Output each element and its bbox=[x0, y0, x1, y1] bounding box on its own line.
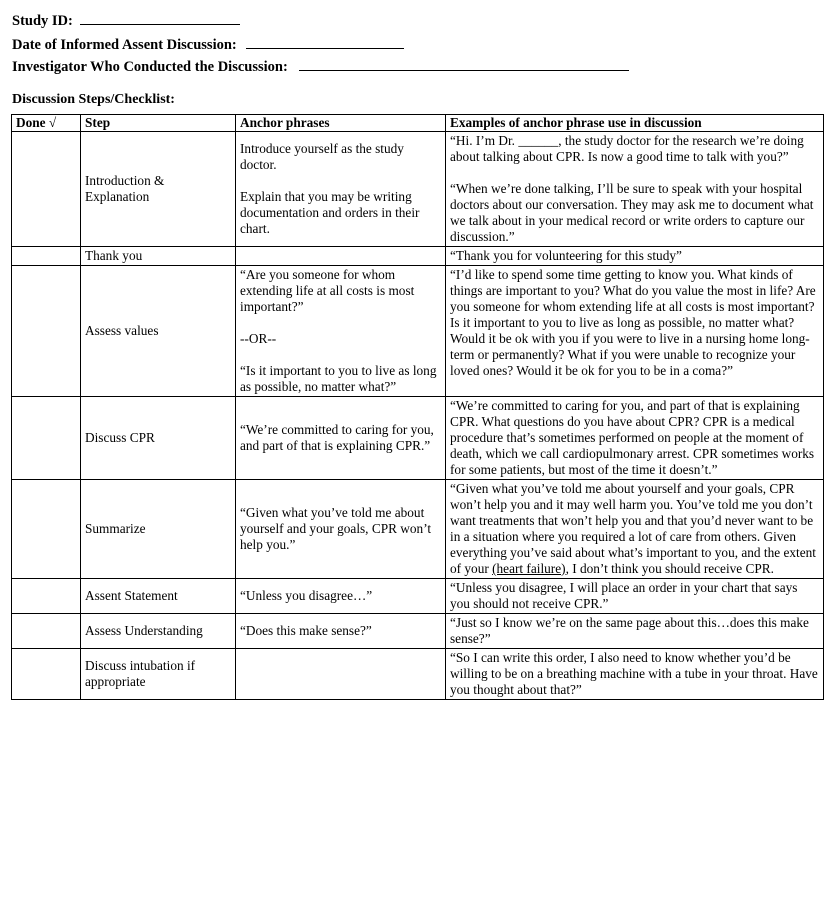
table-header-row bbox=[12, 115, 824, 132]
anchor-phrase-text: “Unless you disagree…” bbox=[240, 588, 373, 603]
example-text bbox=[450, 133, 819, 165]
col-header-examples: Examples of anchor phrase use in discussion bbox=[446, 115, 824, 132]
col-header-done: Done √ bbox=[12, 115, 81, 132]
example-underlined-text: (heart failure) bbox=[492, 561, 566, 576]
col-header-anchor: Anchor phrases bbox=[236, 115, 446, 132]
example-text-main: “Just so I know we’re on the same page about this…does this make sense?” bbox=[450, 615, 809, 646]
anchor-phrase-cell bbox=[236, 480, 446, 579]
table-row bbox=[12, 266, 824, 397]
done-checkbox-cell[interactable] bbox=[12, 266, 81, 397]
example-text bbox=[450, 181, 819, 245]
step-cell: Discuss CPR bbox=[81, 397, 236, 480]
investigator-row bbox=[12, 56, 629, 75]
col-header-step: Step bbox=[81, 115, 236, 132]
example-cell bbox=[446, 247, 824, 266]
step-cell: Assent Statement bbox=[81, 579, 236, 614]
example-text-main: “Unless you disagree, I will place an order in your chart that says you should not receive CPR.” bbox=[450, 580, 798, 611]
study-id-row bbox=[12, 10, 240, 29]
investigator-blank[interactable] bbox=[299, 56, 629, 71]
done-checkbox-cell[interactable] bbox=[12, 649, 81, 700]
example-text-main: “I’d like to spend some time getting to know you. What kinds of things are important to you? What do you value the most in life? Are you someone for whom extending life at all costs is most important? Is it important to you to live as long as possible, no matter what? Would it be ok with you if you were to live in a nursing home long-term or permanently? What if you were unable to recognize your loved ones? Would it be ok for you to be in a coma?” bbox=[450, 267, 816, 378]
discussion-checklist-table bbox=[11, 114, 824, 700]
step-cell: Discuss intubation if appropriate bbox=[81, 649, 236, 700]
anchor-phrase-text: “Is it important to you to live as long as possible, no matter what?” bbox=[240, 363, 437, 394]
done-checkbox-cell[interactable] bbox=[12, 480, 81, 579]
anchor-phrase-text: “Does this make sense?” bbox=[240, 623, 372, 638]
table-row bbox=[12, 480, 824, 579]
study-id-label: Study ID: bbox=[12, 13, 73, 29]
step-cell: Introduction & Explanation bbox=[81, 132, 236, 247]
example-text-main: “Thank you for volunteering for this study” bbox=[450, 248, 682, 263]
example-cell bbox=[446, 397, 824, 480]
anchor-phrase-text: --OR-- bbox=[240, 331, 277, 346]
anchor-phrase-cell bbox=[236, 266, 446, 397]
step-cell: Thank you bbox=[81, 247, 236, 266]
example-text bbox=[450, 398, 819, 478]
example-text-main: “Hi. I’m Dr. ______, the study doctor for the research we’re doing about talking about CPR. Is now a good time to talk with you?” bbox=[450, 133, 804, 164]
anchor-phrase-cell bbox=[236, 247, 446, 266]
done-checkbox-cell[interactable] bbox=[12, 247, 81, 266]
anchor-phrase-text: “Given what you’ve told me about yourself and your goals, CPR won’t help you.” bbox=[240, 505, 432, 552]
example-cell bbox=[446, 579, 824, 614]
step-cell: Assess values bbox=[81, 266, 236, 397]
date-blank[interactable] bbox=[246, 34, 404, 49]
example-text bbox=[450, 650, 819, 698]
example-text bbox=[450, 580, 819, 612]
example-cell bbox=[446, 132, 824, 247]
table-row bbox=[12, 614, 824, 649]
anchor-phrase-text: “Are you someone for whom extending life at all costs is most important?” bbox=[240, 267, 415, 314]
anchor-phrase-cell bbox=[236, 614, 446, 649]
example-text-main: “When we’re done talking, I’ll be sure to speak with your hospital doctors about our conversation. They may ask me to document what we talk about in your medical record or write orders to capture our discussion.” bbox=[450, 181, 814, 244]
anchor-phrase-cell bbox=[236, 579, 446, 614]
example-text-main: “So I can write this order, I also need to know whether you’d be willing to be on a breathing machine with a tube in your throat. Have you thought about that?” bbox=[450, 650, 818, 697]
example-text bbox=[450, 615, 819, 647]
example-text-main: “We’re committed to caring for you, and part of that is explaining CPR. What questions do you have about CPR? CPR is a medical procedure that’s sometimes performed on people at the moment of death, which we call cardiopulmonary arrest. CPR sometimes works for some patients, but most of the time it doesn’t.” bbox=[450, 398, 815, 477]
anchor-phrase-cell bbox=[236, 132, 446, 247]
date-row bbox=[12, 34, 404, 53]
example-text-main: “Given what you’ve told me about yourself and your goals, CPR won’t help you and it may well harm you. You’ve told me you don’t want treatments that won’t help you and that you’d never want to be in a situation where you required a lot of care from others. Given everything you’ve said about what’s important to you, and the extent of your bbox=[450, 481, 816, 576]
example-cell bbox=[446, 614, 824, 649]
step-cell: Assess Understanding bbox=[81, 614, 236, 649]
anchor-phrase-cell bbox=[236, 397, 446, 480]
done-checkbox-cell[interactable] bbox=[12, 579, 81, 614]
done-checkbox-cell[interactable] bbox=[12, 132, 81, 247]
table-row bbox=[12, 649, 824, 700]
done-checkbox-cell[interactable] bbox=[12, 397, 81, 480]
example-text-tail: , I don’t think you should receive CPR. bbox=[565, 561, 774, 576]
date-label: Date of Informed Assent Discussion: bbox=[12, 37, 237, 53]
anchor-phrase-text: Explain that you may be writing documentation and orders in their chart. bbox=[240, 189, 420, 236]
investigator-label: Investigator Who Conducted the Discussion: bbox=[12, 59, 288, 75]
checklist-title: Discussion Steps/Checklist: bbox=[12, 92, 175, 107]
study-id-blank[interactable] bbox=[80, 10, 240, 25]
example-text bbox=[450, 481, 819, 577]
step-cell: Summarize bbox=[81, 480, 236, 579]
anchor-phrase-cell bbox=[236, 649, 446, 700]
done-checkbox-cell[interactable] bbox=[12, 614, 81, 649]
table-row bbox=[12, 397, 824, 480]
example-cell bbox=[446, 266, 824, 397]
table-row bbox=[12, 132, 824, 247]
example-cell bbox=[446, 649, 824, 700]
table-row bbox=[12, 579, 824, 614]
table-row bbox=[12, 247, 824, 266]
example-text bbox=[450, 267, 819, 379]
example-cell bbox=[446, 480, 824, 579]
example-text bbox=[450, 248, 819, 264]
anchor-phrase-text: “We’re committed to caring for you, and part of that is explaining CPR.” bbox=[240, 422, 434, 453]
anchor-phrase-text: Introduce yourself as the study doctor. bbox=[240, 141, 404, 172]
